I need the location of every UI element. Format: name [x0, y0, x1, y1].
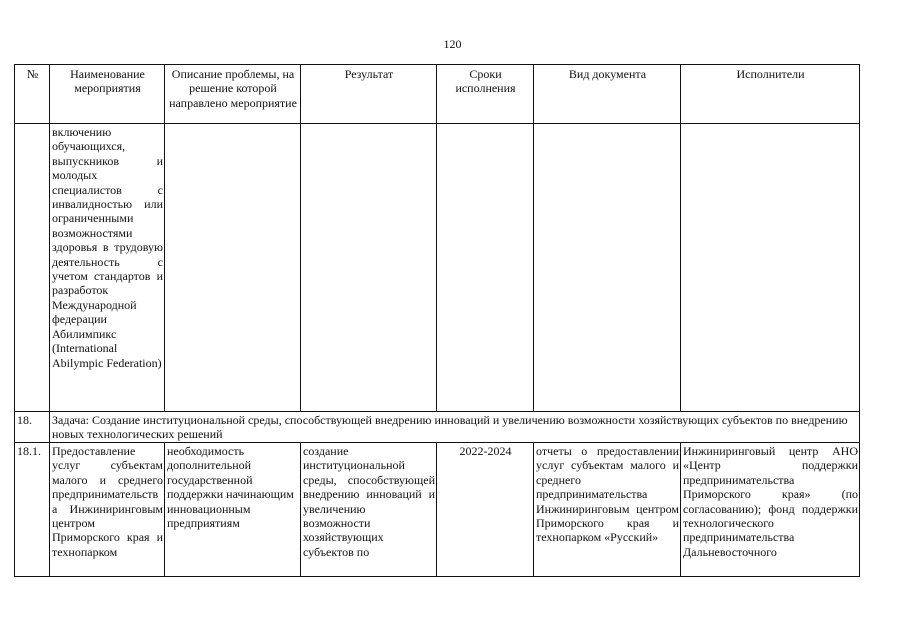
header-row [15, 65, 860, 124]
task-text: Задача: Создание институциональной среды, способствующей внедрению инноваций и увеличению возможности хозяйствующих субъектов по внедрению новых технологических решений [50, 412, 860, 443]
cell-dates [437, 124, 534, 412]
row-result: создание институциональной среды, способствующей внедрению инноваций и увеличению возможности хозяйствующих субъектов по [301, 443, 437, 577]
continuation-row [15, 124, 860, 412]
row-problem: необходимость дополнительной государственной поддержки начинающим инновационным предприятиям [165, 443, 301, 577]
cell-num [15, 124, 50, 412]
page-number: 120 [443, 37, 462, 51]
task-row [15, 412, 860, 443]
row-doc: отчеты о предоставлении услуг субъектам малого и среднего предпринимательства Инжиниринговым центром Приморского края и технопарком «Русский» [534, 443, 681, 577]
header-result: Результат [301, 65, 437, 124]
header-doc: Вид документа [534, 65, 681, 124]
row-dates: 2022-2024 [437, 443, 534, 577]
header-dates: Сроки исполнения [437, 65, 534, 124]
row-name: Предоставление услуг субъектам малого и среднего предпринимательства Инжиниринговым центром Приморского края и технопарком [50, 443, 165, 577]
measures-table [14, 64, 860, 577]
measure-row [15, 443, 860, 577]
cell-name: включению обучающихся, выпускников и молодых специалистов с инвалидностью или ограниченными возможностями здоровья в трудовую деятельность с учетом стандартов и разработок Международной федерации Абилимпикс (International Abilympic Federation) [50, 124, 165, 412]
cell-executors [681, 124, 860, 412]
header-name: Наименование мероприятия [50, 65, 165, 124]
row-num: 18.1. [15, 443, 50, 577]
cell-doc [534, 124, 681, 412]
row-executors: Инжиниринговый центр АНО «Центр поддержки предпринимательства Приморского края» (по согласованию); фонд поддержки технологического предпринимательства Дальневосточного [681, 443, 860, 577]
header-num: № [15, 65, 50, 124]
task-num: 18. [15, 412, 50, 443]
header-executors: Исполнители [681, 65, 860, 124]
header-problem: Описание проблемы, на решение которой направлено мероприятие [165, 65, 301, 124]
cell-result [301, 124, 437, 412]
cell-problem [165, 124, 301, 412]
